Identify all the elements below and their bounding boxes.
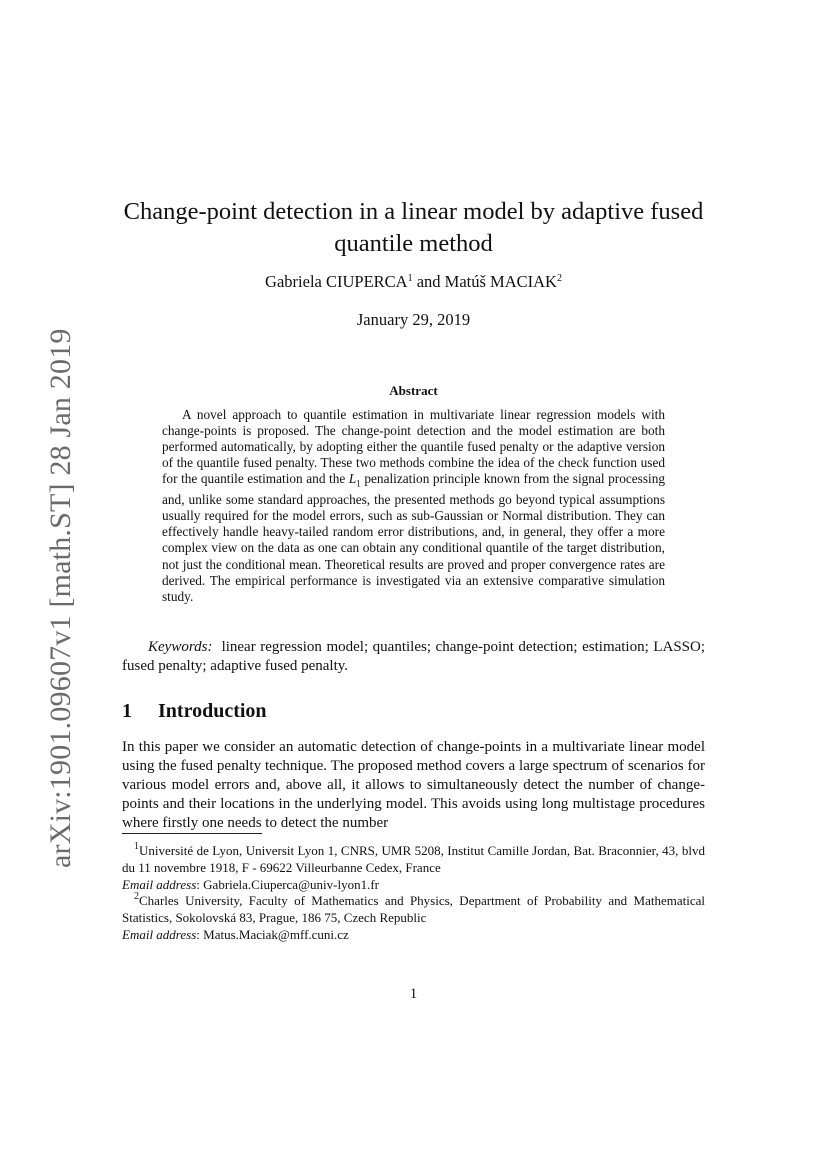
math-l1-subscript: 1 [356,479,361,490]
keywords-label: Keywords: [148,639,213,655]
footnote-mark: 1 [407,273,413,284]
footnote-mark: 2 [556,273,562,284]
author-name: Matúš MACIAK [444,272,557,291]
footnote-email-line: Email address: Gabriela.Ciuperca@univ-lyon1.fr [122,877,380,893]
arxiv-identifier: arXiv:1901.09607v1 [math.ST] 28 Jan 2019 [44,328,77,868]
footnote-divider [122,833,262,834]
section-title: Introduction [158,700,267,722]
footnote-email-line: Email address: Matus.Maciak@mff.cuni.cz [122,927,349,943]
arxiv-sidebar-stamp [0,0,77,1169]
keywords-paragraph [122,638,705,676]
author-conjunction: and [416,272,441,291]
footnote-text: Université de Lyon, Universit Lyon 1, CNRS, UMR 5208, Institut Camille Jordan, Bat. Braconnier, 43, blvd du 11 novembre 1918, F - 69622 Villeurbanne Cedex, France [122,843,705,876]
abstract-text-part2: penalization principle known from the signal processing and, unlike some standard approaches, the presented methods go beyond typical assumptions usually required for the model errors, such as sub-Gaussian or Normal distribution. They can effectively handle heavy-tailed random error distributions, and, in general, they offer a more complex view on the data as one can obtain any conditional quantile of the target distribution, not just the conditional mean. Theoretical results are proved and proper convergence rates are derived. The empirical performance is investigated via an extensive comparative simulation study. [162,471,665,604]
page-number: 1 [409,986,418,1002]
footnote-text: Charles University, Faculty of Mathematics and Physics, Department of Probability and Mathematical Statistics, Sokolovská 83, Prague, 186 75, Czech Republic [122,893,705,926]
section-number: 1 [122,700,132,722]
author-line [120,272,707,292]
footnote-mark: 2 [134,891,139,902]
email-label: Email address [122,877,197,893]
footnote-2 [122,888,705,944]
email-address: Gabriela.Ciuperca@univ-lyon1.fr [203,877,380,893]
footnote-1 [122,838,705,894]
intro-paragraph: In this paper we consider an automatic detection of change-points in a multivariate linear model using the fused penalty technique. The proposed method covers a large spectrum of scenarios for various model errors and, above all, it allows to simultaneously detect the number of change-points and their locations in the underlying model. This avoids using long multistage procedures where firstly one needs to detect the number [122,739,705,831]
email-address: Matus.Maciak@mff.cuni.cz [203,927,349,943]
email-label: Email address [122,927,197,943]
keywords-text: linear regression model; quantiles; change-point detection; estimation; LASSO; fused penalty; adaptive fused penalty. [122,639,705,674]
math-l1: L [348,471,357,487]
paper-title: Change-point detection in a linear model by adaptive fused quantile method [123,198,704,257]
abstract-heading: Abstract [389,383,438,398]
abstract-text-part1: A novel approach to quantile estimation in multivariate linear regression models with change-points is proposed. The change-point detection and the model estimation are both performed automatically, by adopting either the quantile fused penalty or the adaptive version of the quantile fused penalty. These two methods combine the idea of the check function used for the quantile estimation and the [162,407,665,487]
footnote-mark: 1 [134,841,139,852]
author-name: Gabriela CIUPERCA [265,272,408,291]
abstract-body [162,407,665,605]
publication-date: January 29, 2019 [356,310,471,329]
section-heading [122,700,267,723]
